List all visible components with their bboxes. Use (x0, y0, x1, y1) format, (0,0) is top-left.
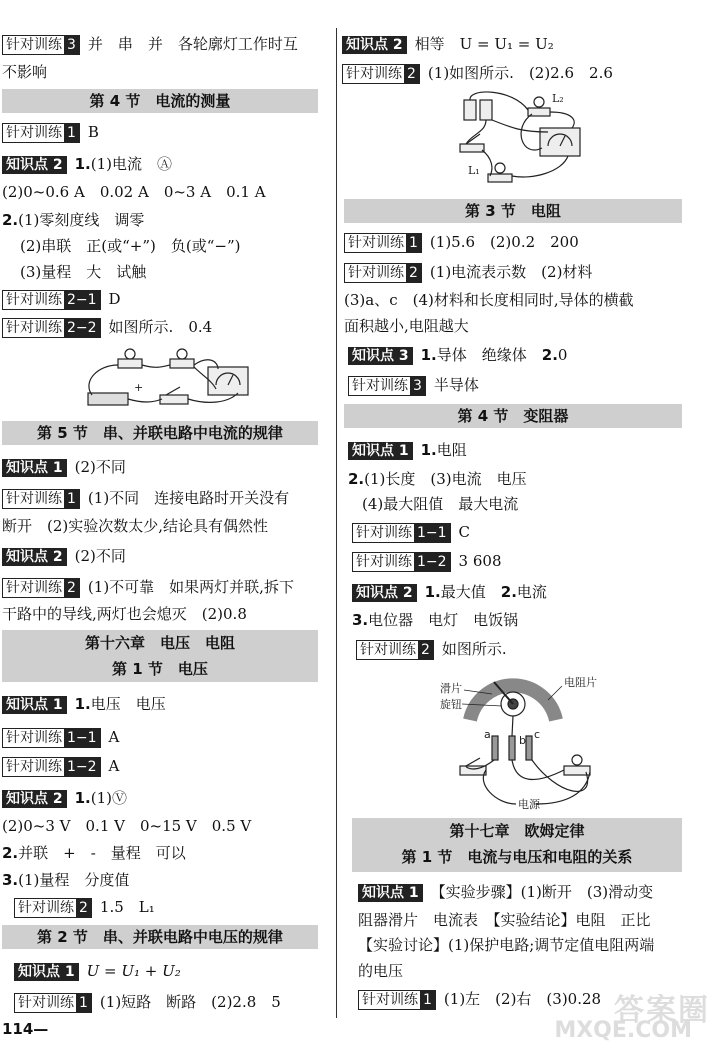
answer-line: 针对训练 1−2 A (2, 756, 119, 777)
answer-line: 针对训练 1 (1)短路 断路 (2)2.8 5 (14, 992, 281, 1013)
practice-tag: 针对训练 1 (2, 123, 80, 143)
answer-line: 针对训练 2−2 如图所示. 0.4 (2, 317, 212, 338)
potentiometer-circuit-diagram (436, 664, 622, 814)
answer-line: 知识点 1 1.电压 电压 (2, 694, 166, 714)
practice-tag: 针对训练 1−1 (2, 728, 101, 748)
knowledge-point-tag: 知识点 3 (348, 347, 413, 365)
terminal-b-label: b (519, 734, 526, 747)
knowledge-point-tag: 知识点 1 (358, 884, 423, 902)
answer-line: 知识点 2 1.(1)电流 Ⓐ (2, 154, 172, 174)
answer-line: 干路中的导线,两灯也会熄灭 (2)0.8 (2, 605, 247, 623)
lamp-label-l2: L₂ (552, 92, 564, 105)
watermark-logo: 答案圈 (614, 993, 710, 1028)
chapter-heading (352, 818, 682, 872)
answer-line: 不影响 (2, 63, 48, 81)
page-number: 114— (2, 1020, 49, 1038)
answer-line: 知识点 2 (2)不同 (2, 546, 126, 566)
answer-line: (3)量程 大 试触 (20, 263, 147, 281)
answer-line: (4)最大阻值 最大电流 (362, 495, 519, 513)
answer-line: 针对训练 2 (1)如图所示. (2)2.6 2.6 (342, 63, 613, 84)
answer-line: 阻器滑片 电流表 【实验结论】电阻 正比 (358, 911, 651, 929)
practice-tag: 针对训练 1−2 (2, 757, 101, 777)
practice-tag: 针对训练 1 (2, 489, 80, 509)
answer-line: 2.(1)零刻度线 调零 (2, 211, 145, 229)
practice-tag: 针对训练 2 (356, 640, 434, 660)
section-heading: 第 4 节 电流的测量 (2, 89, 318, 113)
answer-line: 知识点 3 1.导体 绝缘体 2.0 (348, 345, 567, 365)
practice-tag: 针对训练 1−1 (352, 523, 451, 543)
answer-line: 3.(1)量程 分度值 (2, 871, 130, 889)
answer-line: 知识点 1 (2)不同 (2, 457, 126, 477)
answer-line: (2)串联 正(或“+”) 负(或“−”) (20, 237, 241, 255)
section-heading: 第 5 节 串、并联电路中电流的规律 (2, 421, 318, 445)
answer-line: 知识点 2 相等 U = U₁ = U₂ (342, 34, 554, 54)
answer-line: 针对训练 1−1 A (2, 727, 119, 748)
section-heading: 第 3 节 电阻 (344, 199, 682, 223)
watermark-url: MXQE.COM (554, 1018, 692, 1043)
answer-line: 针对训练 1 (1)左 (2)右 (3)0.28 (358, 989, 601, 1010)
knowledge-point-tag: 知识点 1 (14, 963, 79, 981)
practice-tag: 针对训练 2−1 (2, 290, 101, 310)
answer-line: 针对训练 1−1 C (352, 522, 470, 543)
practice-tag: 针对训练 1−2 (352, 552, 451, 572)
practice-tag: 针对训练 1 (14, 993, 92, 1013)
answer-line: 针对训练 1 (1)不同 连接电路时开关没有 (2, 488, 289, 509)
answer-line: 2.并联 + - 量程 可以 (2, 844, 186, 862)
knowledge-point-tag: 知识点 2 (2, 156, 67, 174)
column-divider (336, 28, 337, 1018)
answer-line: (3)a、c (4)材料和长度相同时,导体的横截 (344, 291, 634, 309)
knowledge-point-tag: 知识点 1 (348, 442, 413, 460)
resistor-strip-label: 电阻片 (564, 676, 597, 689)
answer-line: 针对训练 1 (1)5.6 (2)0.2 200 (344, 232, 579, 253)
ammeter-circuit-diagram (78, 345, 258, 415)
knowledge-point-tag: 知识点 1 (2, 459, 67, 477)
svg-text:+: + (134, 381, 144, 394)
terminal-a-label: a (484, 728, 491, 741)
section-heading: 第 4 节 变阻器 (344, 404, 682, 428)
practice-tag: 针对训练 3 (348, 376, 426, 396)
answer-line: 面积越小,电阻越大 (344, 317, 469, 335)
practice-tag: 针对训练 1 (344, 233, 422, 253)
answer-line: 针对训练 3 半导体 (348, 375, 479, 396)
knowledge-point-tag: 知识点 2 (342, 36, 407, 54)
answer-line: (2)0~3 V 0.1 V 0~15 V 0.5 V (2, 817, 252, 835)
terminal-c-label: c (534, 728, 541, 741)
answer-line: 针对训练 2 (1)电流表示数 (2)材料 (344, 262, 592, 283)
knowledge-point-tag: 知识点 2 (352, 584, 417, 602)
answer-line: 断开 (2)实验次数太少,结论具有偶然性 (2, 517, 269, 535)
lamp-label-l1: L₁ (468, 164, 480, 177)
answer-line: 知识点 1 【实验步骤】(1)断开 (3)滑动变 (358, 882, 653, 902)
section-title: 第 1 节 电流与电压和电阻的关系 (401, 848, 633, 866)
practice-tag: 针对训练 2 (342, 64, 420, 84)
voltmeter-circuit-diagram (452, 88, 592, 192)
knowledge-point-tag: 知识点 1 (2, 696, 67, 714)
knowledge-point-tag: 知识点 2 (2, 790, 67, 808)
practice-tag: 针对训练 3 (2, 35, 80, 55)
answer-line: 3.电位器 电灯 电饭锅 (352, 611, 519, 629)
practice-tag: 针对训练 2 (14, 898, 92, 918)
answer-line: 知识点 1 U = U₁ + U₂ (14, 961, 181, 981)
practice-tag: 针对训练 2−2 (2, 318, 101, 338)
practice-tag: 针对训练 1 (358, 990, 436, 1010)
answer-line: 针对训练 2 (1)不可靠 如果两灯并联,拆下 (2, 577, 294, 598)
knob-label: 旋钮 (440, 698, 462, 711)
answer-line: 针对训练 2 如图所示. (356, 639, 507, 660)
answer-line: 针对训练 2−1 D (2, 289, 121, 310)
answer-line: 知识点 2 1.(1)Ⓥ (2, 788, 127, 808)
chapter-title: 第十七章 欧姆定律 (449, 822, 585, 840)
chapter-heading (2, 630, 318, 682)
section-heading: 第 2 节 串、并联电路中电压的规律 (2, 925, 318, 949)
answer-line: 2.(1)长度 (3)电流 电压 (348, 470, 527, 488)
answer-line: 针对训练 2 1.5 L₁ (14, 897, 155, 918)
answer-line: 的电压 (358, 962, 404, 980)
practice-tag: 针对训练 2 (2, 578, 80, 598)
answer-line: 针对训练 3 并 串 并 各轮廓灯工作时互 (2, 34, 298, 55)
answer-line: 知识点 2 1.最大值 2.电流 (352, 582, 547, 602)
slider-label: 滑片 (440, 682, 462, 695)
answer-line: 知识点 1 1.电阻 (348, 440, 467, 460)
answer-line: 针对训练 1 B (2, 122, 99, 143)
power-source-label: 电源 (518, 798, 540, 811)
knowledge-point-tag: 知识点 2 (2, 548, 67, 566)
answer-line: 针对训练 1−2 3 608 (352, 551, 502, 572)
chapter-title: 第十六章 电压 电阻 (84, 634, 235, 652)
practice-tag: 针对训练 2 (344, 263, 422, 283)
section-title: 第 1 节 电压 (112, 660, 208, 678)
answer-line: 【实验讨论】(1)保护电路;调节定值电阻两端 (358, 936, 655, 954)
answer-line: (2)0~0.6 A 0.02 A 0~3 A 0.1 A (2, 183, 266, 201)
